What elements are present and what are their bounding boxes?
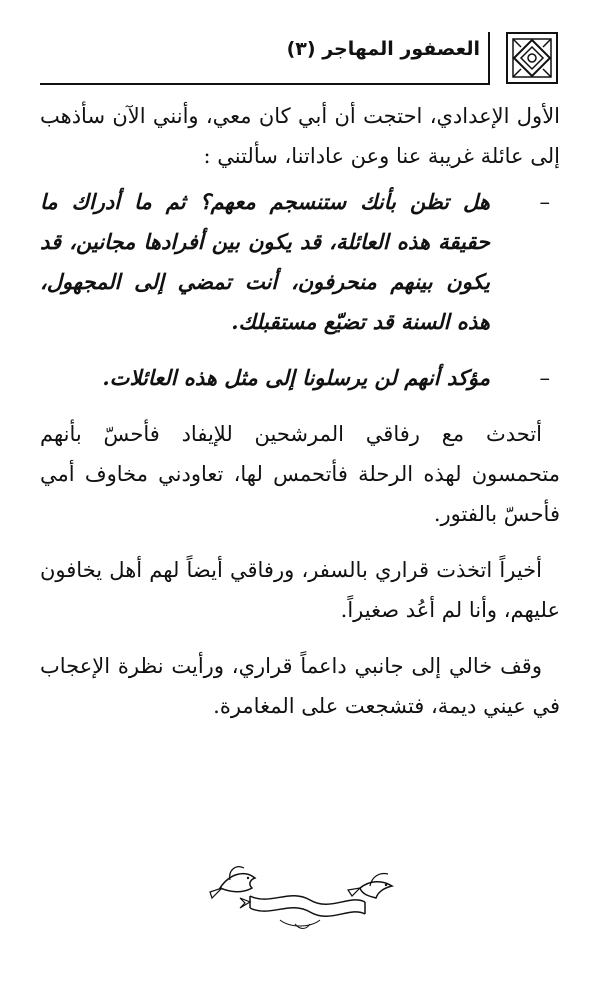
paragraph-intro: الأول الإعدادي، احتجت أن أبي كان معي، وأنني الآن سأذهب إلى عائلة غريبة عنا وعن عاداتنا، سألتني : (40, 104, 560, 168)
header-divider-vertical (488, 32, 490, 84)
dialogue-text: مؤكد أنهم لن يرسلونا إلى مثل هذه العائلات. (102, 365, 490, 390)
dialogue-text: هل تظن بأنك ستنسجم معهم؟ ثم ما أدراك ما حقيقة هذه العائلة، قد يكون بين أفرادها مجانين، قد يكون بينهم منحرفون، أنت تمضي إلى المجهول، هذه السنة قد تضيّع مستقبلك. (40, 189, 490, 334)
dash-marker: – (539, 366, 550, 390)
paragraph: أخيراً اتخذت قراري بالسفر، ورفاقي أيضاً لهم أهل يخافون عليهم، وأنا لم أعُد صغيراً. (40, 558, 560, 622)
dash-marker: – (539, 190, 550, 214)
running-header-title: العصفور المهاجر (٣) (286, 38, 480, 60)
page-body (40, 96, 560, 742)
birds-ribbon-ornament-icon (200, 858, 400, 938)
page-header (40, 30, 560, 86)
dialogue-item (40, 182, 560, 342)
dialogue-item (40, 358, 560, 398)
ornament-icon (504, 30, 560, 86)
header-divider-horizontal (40, 83, 490, 85)
paragraph: وقف خالي إلى جانبي داعماً قراري، ورأيت نظرة الإعجاب في عيني ديمة، فتشجعت على المغامرة. (40, 654, 560, 718)
paragraph: أتحدث مع رفاقي المرشحين للإيفاد فأحسّ بأنهم متحمسون لهذه الرحلة فأتحمس لها، تعاودني مخاوف أمي فأحسّ بالفتور. (40, 422, 560, 526)
